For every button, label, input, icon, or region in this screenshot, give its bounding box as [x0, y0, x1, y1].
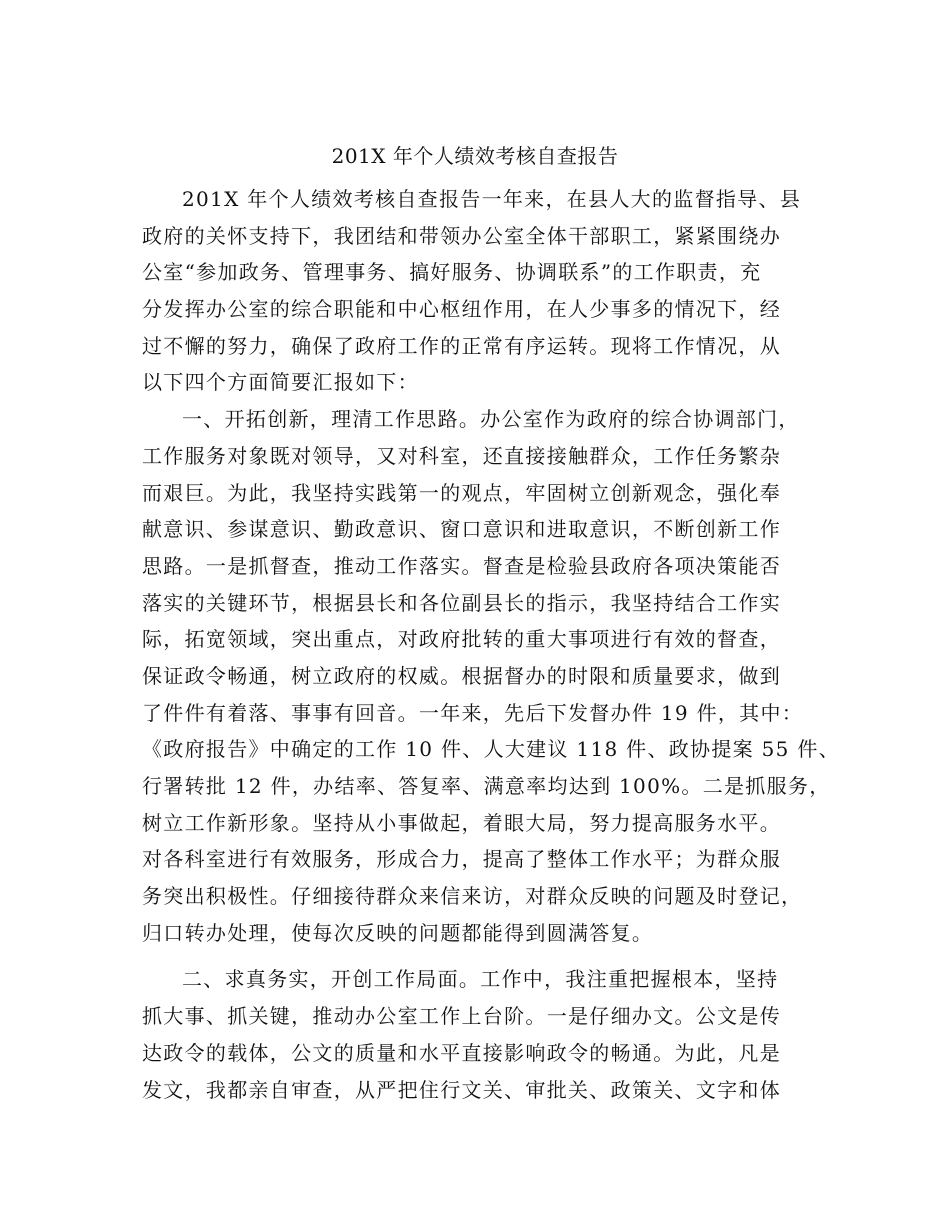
text-line: 二、求真务实，开创工作局面。工作中，我注重把握根本，坚持: [182, 967, 779, 992]
paragraph-intro: [142, 181, 810, 401]
text-line: 201X 年个人绩效考核自查报告一年来，在县人大的监督指导、县: [182, 187, 802, 211]
text-line: 务突出积极性。仔细接待群众来信来访，对群众反映的问题及时登记，: [142, 884, 803, 909]
text-line: 树立工作新形象。坚持从小事做起，着眼大局，努力提高服务水平。: [142, 810, 781, 835]
text-line: 《政府报告》中确定的工作 10 件、人大建议 118 件、政协提案 55 件、: [142, 737, 840, 762]
text-line: 政府的关怀支持下，我团结和带领办公室全体干部职工，紧紧围绕办: [142, 223, 781, 248]
text-line: 献意识、参谋意识、勤政意识、窗口意识和进取意识，不断创新工作: [142, 517, 781, 542]
text-line: 工作服务对象既对领导，又对科室，还直接接触群众，工作任务繁杂: [142, 443, 781, 468]
text-line: 以下四个方面简要汇报如下：: [142, 370, 419, 395]
text-line: 过不懈的努力，确保了政府工作的正常有序运转。现将工作情况，从: [142, 333, 781, 358]
text-line: 保证政令畅通，树立政府的权威。根据督办的时限和质量要求，做到: [142, 663, 781, 688]
text-line: 际，拓宽领域，突出重点，对政府批转的重大事项进行有效的督查，: [142, 627, 781, 652]
text-line: 行署转批 12 件，办结率、答复率、满意率均达到 100%。二是抓服务，: [142, 774, 831, 798]
text-line: 达政令的载体，公文的质量和水平直接影响政令的畅通。为此，凡是: [142, 1040, 781, 1065]
text-line: 而艰巨。为此，我坚持实践第一的观点，牢固树立创新观念，强化奉: [142, 480, 781, 505]
paragraph-section-two: [142, 961, 810, 1108]
text-line: 归口转办处理，使每次反映的问题都能得到圆满答复。: [142, 920, 654, 945]
text-line: 一、开拓创新，理清工作思路。办公室作为政府的综合协调部门，: [182, 407, 800, 432]
text-line: 落实的关键环节，根据县长和各位副县长的指示，我坚持结合工作实: [142, 590, 781, 615]
document-title: 201X 年个人绩效考核自查报告: [331, 144, 619, 168]
text-line: 抓大事、抓关键，推动办公室工作上台阶。一是仔细办文。公文是传: [142, 1004, 781, 1029]
paragraph-spacer: [142, 951, 810, 961]
text-line: 公室“参加政务、管理事务、搞好服务、协调联系”的工作职责，充: [142, 260, 762, 285]
text-line: 思路。一是抓督查，推动工作落实。督查是检验县政府各项决策能否: [142, 553, 781, 578]
document-body: [142, 181, 840, 1108]
text-line: 分发挥办公室的综合职能和中心枢纽作用，在人少事多的情况下，经: [142, 297, 781, 322]
paragraph-section-one: [142, 401, 840, 951]
text-line: 发文，我都亲自审查，从严把住行文关、审批关、政策关、文字和体: [142, 1077, 781, 1102]
text-line: 了件件有着落、事事有回音。一年来，先后下发督办件 19 件，其中：: [142, 700, 804, 725]
text-line: 对各科室进行有效服务，形成合力，提高了整体工作水平；为群众服: [142, 847, 781, 872]
